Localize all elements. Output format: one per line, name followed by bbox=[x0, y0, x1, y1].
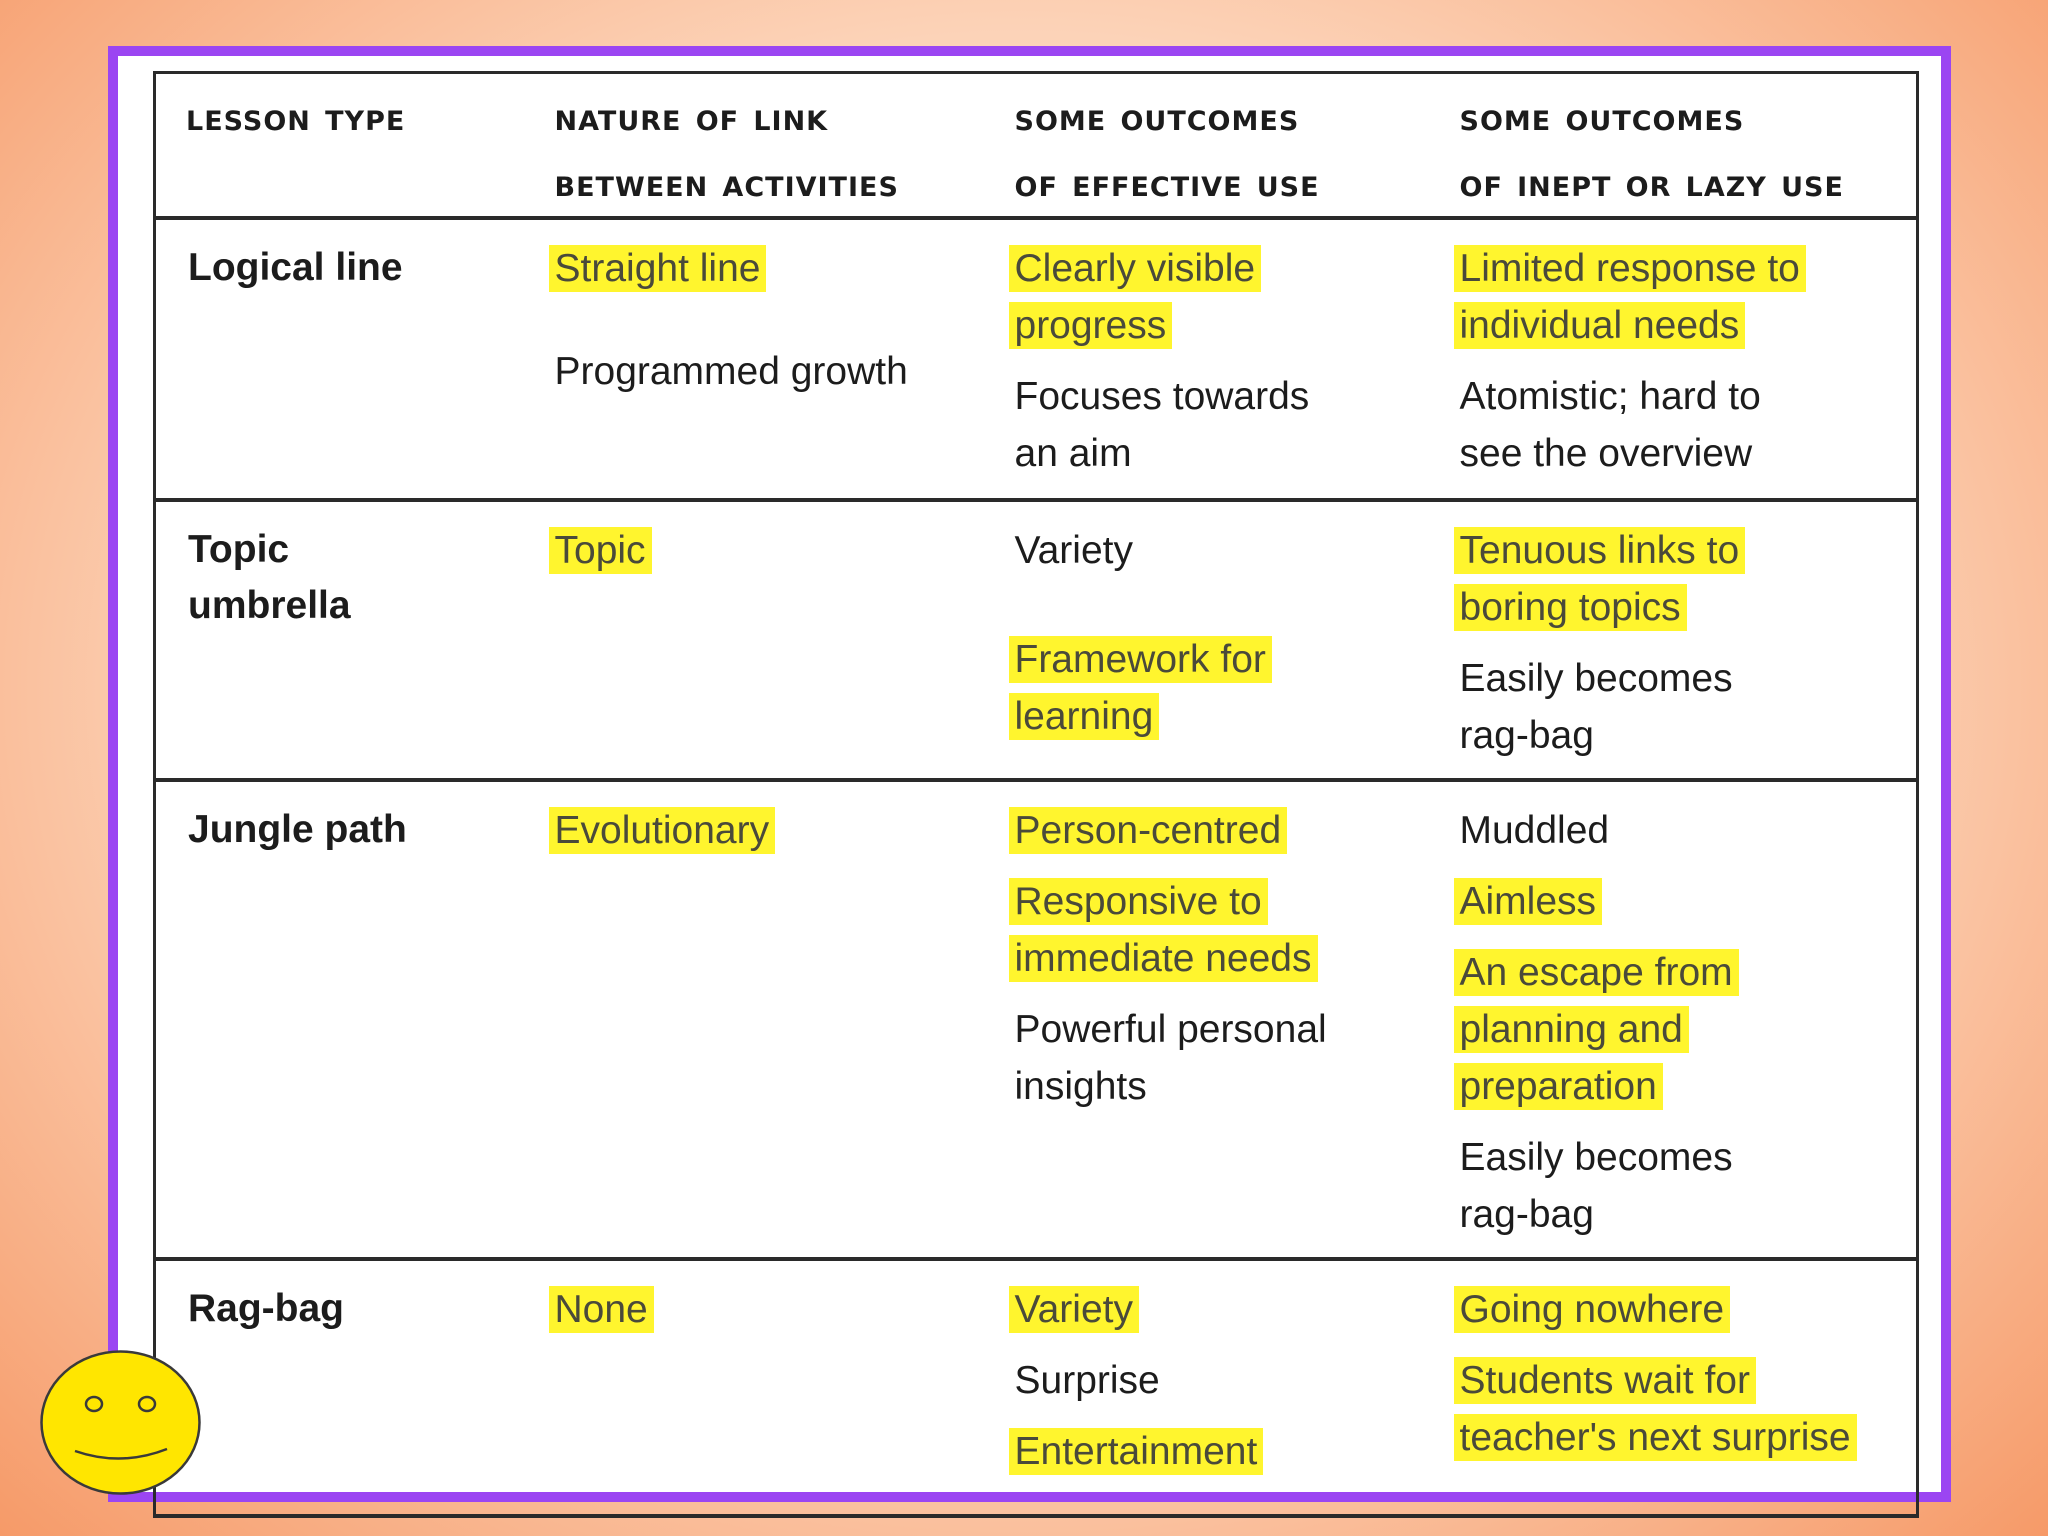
effective-entry: Focuses towards an aim bbox=[1014, 375, 1310, 475]
header-inept-use: some outcomes of inept or lazy use bbox=[1459, 95, 1844, 205]
highlighted-text: Straight line bbox=[549, 245, 767, 292]
inept-cell bbox=[1430, 500, 1918, 780]
effective-entry: Powerful personal insights bbox=[1014, 1008, 1327, 1108]
inept-entry bbox=[1460, 873, 1603, 930]
highlighted-text: Tenuous links to boring topics bbox=[1454, 527, 1746, 631]
lesson-type-name: Rag-bag bbox=[188, 1287, 344, 1330]
inept-entry bbox=[1460, 1352, 1910, 1466]
effective-entry bbox=[1015, 631, 1315, 745]
effective-cell bbox=[985, 218, 1430, 500]
highlighted-text: Limited response to individual needs bbox=[1454, 245, 1806, 349]
effective-cell bbox=[985, 1259, 1430, 1516]
header-effective-use: some outcomes of effective use bbox=[1014, 95, 1320, 205]
link-entry: Programmed growth bbox=[554, 350, 908, 393]
highlighted-text: Aimless bbox=[1454, 878, 1603, 925]
lesson-type-cell bbox=[155, 1259, 525, 1516]
effective-cell bbox=[985, 500, 1430, 780]
inept-cell bbox=[1430, 218, 1918, 500]
link-cell bbox=[525, 780, 985, 1259]
link-entry bbox=[555, 240, 767, 297]
highlighted-text: Topic bbox=[549, 527, 652, 574]
lesson-type-name: Topic umbrella bbox=[188, 528, 351, 627]
highlighted-text: Responsive to immediate needs bbox=[1009, 878, 1318, 982]
lesson-type-cell bbox=[155, 500, 525, 780]
effective-entry bbox=[1015, 240, 1315, 354]
inept-cell bbox=[1430, 1259, 1918, 1516]
effective-entry bbox=[1015, 802, 1288, 859]
highlighted-text: Framework for learning bbox=[1009, 636, 1272, 740]
table-row bbox=[155, 218, 1918, 500]
lesson-type-cell bbox=[155, 780, 525, 1259]
effective-entry: Variety bbox=[1014, 529, 1133, 572]
table-row bbox=[155, 1259, 1918, 1516]
header-lesson-type: lesson type bbox=[186, 95, 406, 139]
highlighted-text: An escape from planning and preparation bbox=[1454, 949, 1739, 1110]
lesson-type-name: Logical line bbox=[188, 246, 403, 289]
effective-cell bbox=[985, 780, 1430, 1259]
effective-entry: Surprise bbox=[1014, 1359, 1160, 1402]
link-cell bbox=[525, 1259, 985, 1516]
effective-entry bbox=[1015, 873, 1375, 987]
smiley-face-icon bbox=[39, 1349, 202, 1496]
inept-entry: Easily becomes rag-bag bbox=[1459, 657, 1733, 757]
link-entry bbox=[555, 802, 776, 859]
highlighted-text: Students wait for teacher's next surprise bbox=[1454, 1357, 1857, 1461]
highlighted-text: Going nowhere bbox=[1454, 1286, 1731, 1333]
inept-entry: Easily becomes rag-bag bbox=[1459, 1136, 1733, 1236]
link-entry bbox=[555, 1281, 654, 1338]
header-nature-of-link: nature of link between activities bbox=[554, 95, 899, 205]
highlighted-text: None bbox=[549, 1286, 654, 1333]
inept-entry bbox=[1460, 944, 1790, 1115]
highlighted-text: Evolutionary bbox=[549, 807, 776, 854]
link-cell bbox=[525, 218, 985, 500]
inept-entry: Atomistic; hard to see the overview bbox=[1459, 375, 1761, 475]
effective-entry bbox=[1015, 1423, 1264, 1480]
highlighted-text: Clearly visible progress bbox=[1009, 245, 1262, 349]
inept-entry bbox=[1460, 240, 1870, 354]
table-row bbox=[155, 500, 1918, 780]
inept-entry bbox=[1460, 1281, 1731, 1338]
effective-entry bbox=[1015, 1281, 1140, 1338]
highlighted-text: Entertainment bbox=[1009, 1428, 1264, 1475]
lesson-type-cell bbox=[155, 218, 525, 500]
inept-entry bbox=[1460, 522, 1800, 636]
table-row bbox=[155, 780, 1918, 1259]
inept-entry: Muddled bbox=[1459, 809, 1610, 852]
link-entry bbox=[555, 522, 652, 579]
lesson-type-name: Jungle path bbox=[188, 808, 407, 851]
link-cell bbox=[525, 500, 985, 780]
lesson-types-table bbox=[153, 71, 1919, 1518]
highlighted-text: Person-centred bbox=[1009, 807, 1288, 854]
inept-cell bbox=[1430, 780, 1918, 1259]
highlighted-text: Variety bbox=[1009, 1286, 1140, 1333]
table-header-row bbox=[155, 73, 1918, 219]
